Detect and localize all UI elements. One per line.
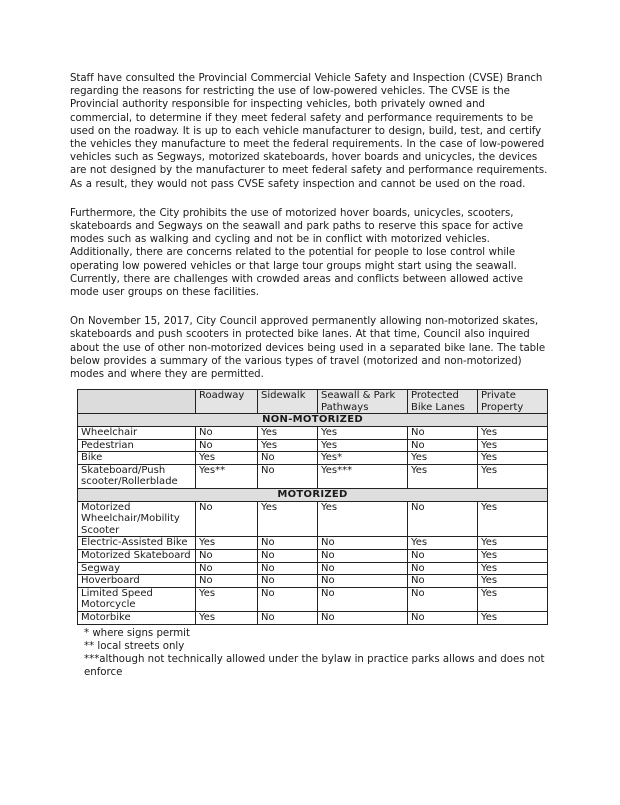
cell-roadway: Yes (196, 587, 258, 611)
footnote-signs: * where signs permit (84, 627, 190, 639)
cell-bike-lanes: Yes (408, 537, 478, 550)
paragraph-city-prohibits: Furthermore, the City prohibits the use of motorized hover boards, unicycles, scooters, skateboards and Segways on the seawall and park paths to reserve this space for active modes such as walking and cycling and not be in conflict with motorized vehicles. Additionally, there are concerns related to the potential for people to lose control while operating low powered vehicles or that large tour groups might start using the seawall. Currently, there are challenges with crowded areas and conflicts between allowed active mode user groups on these facilities. (70, 207, 524, 299)
header-sidewalk: Sidewalk (258, 390, 318, 414)
cell-mode: Limited Speed Motorcycle (78, 587, 196, 611)
cell-seawall: No (318, 575, 408, 588)
cell-private-property: Yes (478, 611, 548, 624)
cell-roadway: Yes (196, 611, 258, 624)
paragraph-cvse: Staff have consulted the Provincial Commercial Vehicle Safety and Inspection (CVSE) Branch regarding the reasons for restricting the use of low-powered vehicles. The CVSE is the Provincial authority responsible for inspecting vehicles, both privately owned and commercial, to determine if they meet federal safety and performance requirements to be used on the roadway. It is up to each vehicle manufacturer to design, build, test, and certify the vehicles they manufacture to meet the federal requirements. In the case of low-powered vehicles such as Segways, motorized skateboards, hover boards and unicycles, the devices are not designed by the manufacturer to meet federal safety and performance requirements. As a result, they would not pass CVSE safety inspection and cannot be used on the road. (70, 73, 548, 190)
cell-sidewalk: Yes (258, 427, 318, 440)
table-row (78, 452, 548, 465)
cell-private-property: Yes (478, 587, 548, 611)
cell-roadway: No (196, 549, 258, 562)
table-body (78, 414, 548, 624)
cell-mode: Motorbike (78, 611, 196, 624)
cell-mode: Motorized Wheelchair/Mobility Scooter (78, 501, 196, 537)
document-page (70, 72, 550, 679)
cell-mode: Electric-Assisted Bike (78, 537, 196, 550)
cell-bike-lanes: No (408, 439, 478, 452)
table-row (78, 611, 548, 624)
cell-mode: Skateboard/Push scooter/Rollerblade (78, 464, 196, 488)
header-corner (78, 390, 196, 414)
cell-private-property: Yes (478, 537, 548, 550)
cell-private-property: Yes (478, 501, 548, 537)
travel-modes-table (77, 389, 548, 624)
cell-bike-lanes: No (408, 575, 478, 588)
cell-roadway: Yes (196, 452, 258, 465)
cell-roadway: No (196, 562, 258, 575)
cell-bike-lanes: No (408, 427, 478, 440)
cell-seawall: Yes (318, 439, 408, 452)
table-row (78, 549, 548, 562)
cell-seawall: No (318, 537, 408, 550)
footnotes (84, 627, 550, 680)
cell-bike-lanes: No (408, 501, 478, 537)
footnote-local-streets: ** local streets only (84, 640, 185, 652)
table-row (78, 439, 548, 452)
paragraph-council-approval: On November 15, 2017, City Council approved permanently allowing non-motorized skates, skateboards and push scooters in protected bike lanes. At that time, Council also inquired about the use of other non-motorized devices being used in a separated bike lane. The table below provides a summary of the various types of travel (motorized and non-motorized) modes and where they are permitted. (70, 316, 546, 381)
cell-private-property: Yes (478, 439, 548, 452)
cell-private-property: Yes (478, 575, 548, 588)
table-row (78, 464, 548, 488)
cell-sidewalk: No (258, 452, 318, 465)
cell-seawall: No (318, 587, 408, 611)
cell-mode: Motorized Skateboard (78, 549, 196, 562)
cell-bike-lanes: No (408, 549, 478, 562)
cell-seawall: No (318, 549, 408, 562)
cell-roadway: No (196, 575, 258, 588)
table-row (78, 501, 548, 537)
cell-roadway: No (196, 427, 258, 440)
header-private-property: Private Property (478, 390, 548, 414)
cell-private-property: Yes (478, 464, 548, 488)
cell-sidewalk: Yes (258, 439, 318, 452)
cell-sidewalk: No (258, 549, 318, 562)
cell-seawall: No (318, 611, 408, 624)
footnote-parks: ***although not technically allowed under the bylaw in practice parks allows and does not enforce (84, 653, 545, 679)
cell-roadway: Yes (196, 537, 258, 550)
cell-bike-lanes: No (408, 587, 478, 611)
cell-bike-lanes: No (408, 562, 478, 575)
cell-mode: Wheelchair (78, 427, 196, 440)
cell-private-property: Yes (478, 452, 548, 465)
header-protected-bike-lanes: Protected Bike Lanes (408, 390, 478, 414)
table-row (78, 427, 548, 440)
cell-sidewalk: No (258, 575, 318, 588)
section-title: MOTORIZED (78, 489, 548, 502)
section-title: NON-MOTORIZED (78, 414, 548, 427)
header-seawall-park-pathways: Seawall & Park Pathways (318, 390, 408, 414)
cell-sidewalk: No (258, 562, 318, 575)
cell-mode: Hoverboard (78, 575, 196, 588)
cell-sidewalk: No (258, 587, 318, 611)
cell-seawall: Yes* (318, 452, 408, 465)
cell-mode: Bike (78, 452, 196, 465)
cell-bike-lanes: Yes (408, 464, 478, 488)
cell-mode: Pedestrian (78, 439, 196, 452)
cell-seawall: Yes (318, 501, 408, 537)
cell-seawall: Yes (318, 427, 408, 440)
cell-private-property: Yes (478, 549, 548, 562)
table-row (78, 575, 548, 588)
table-header-row (78, 390, 548, 414)
cell-roadway: No (196, 501, 258, 537)
table-row (78, 537, 548, 550)
section-row (78, 489, 548, 502)
cell-seawall: No (318, 562, 408, 575)
cell-seawall: Yes*** (318, 464, 408, 488)
cell-roadway: No (196, 439, 258, 452)
table-row (78, 562, 548, 575)
cell-bike-lanes: No (408, 611, 478, 624)
section-row (78, 414, 548, 427)
cell-bike-lanes: Yes (408, 452, 478, 465)
table-row (78, 587, 548, 611)
cell-private-property: Yes (478, 427, 548, 440)
cell-mode: Segway (78, 562, 196, 575)
cell-sidewalk: No (258, 537, 318, 550)
cell-roadway: Yes** (196, 464, 258, 488)
cell-sidewalk: No (258, 464, 318, 488)
cell-sidewalk: No (258, 611, 318, 624)
cell-sidewalk: Yes (258, 501, 318, 537)
cell-private-property: Yes (478, 562, 548, 575)
header-roadway: Roadway (196, 390, 258, 414)
